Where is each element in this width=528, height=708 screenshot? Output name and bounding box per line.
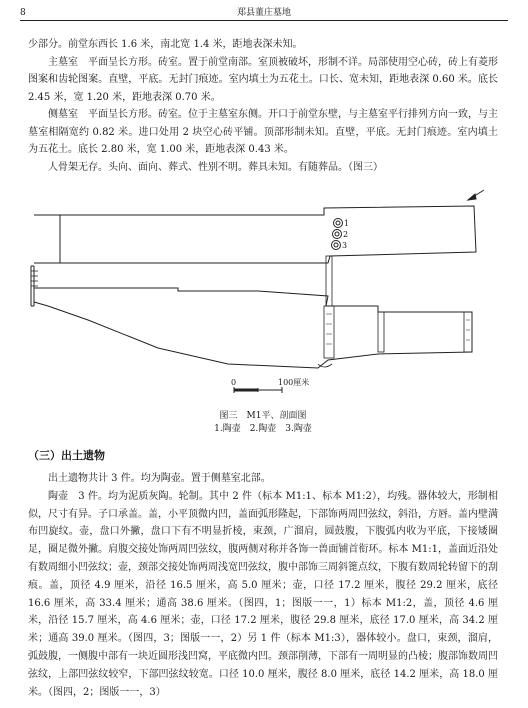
running-header	[20, 6, 508, 20]
paragraph: 出土遗物共计 3 件。均为陶壶。置于侧墓室北部。	[48, 473, 271, 484]
paragraph: 陶壶 3 件。均为泥质灰陶。轮制。其中 2 件（标本 M1:1、标本 M1:2），均残。器体较大，形制相似，尺寸有异。子口承盖。盖，小平顶微内凹，盖面弧形隆起，下部饰两周凹弦纹，斜沿，方唇。盖内壁满布凹旋纹。壶，盘口外撇，盘口下有不明显折棱，束颈，广溜肩，圆鼓腹，下腹弧内收为平底，下接矮圈足，圈足微外撇。肩腹交接处饰两周凹弦纹，腹两侧对称并各饰一兽面铺首衔环。标本 M1:1，盖面近沿处有数周细小凹弦纹；壶，颈部交接处饰两周浅宽凹弦纹，腹中部饰三周斜篦点纹，下腹有数周轮转留下的刮痕。盖，顶径 4.9 厘米，沿径 16.5 厘米，高 5.0 厘米；壶，口径 17.2 厘米，腹径 29.2 厘米，底径 16.6 厘米，高 33.4 厘米；通高 38.6 厘米。（图四，1；图版一一，1）标本 M1:2，盖，顶径 4.6 厘米，沿径 15.7 厘米，高 4.6 厘米；壶，口径 17.2 厘米，腹径 29.8 厘米，底径 17.0 厘米，高 34.2 厘米；通高 39.0 厘米。（图四，3；图版一一，2）另 1 件（标本 M1:3），器体较小。盘口，束颈，溜肩，弧鼓腹，一侧腹中部有一块近圆形浅凹窝，平底微内凹。颈部削薄，下部有一周明显的凸棱；腹部饰数周凹弦纹，上部凹弦纹较窄，下部凹弦纹较宽。口径 10.0 厘米，腹径 8.0 厘米，底径 14.2 厘米，高 18.0 厘米。（图四，2；图版一一，3）	[28, 490, 498, 698]
tomb-plan-figure	[28, 188, 498, 398]
header-rule	[20, 20, 508, 21]
paragraph: 少部分。前堂东西长 1.6 米，南北宽 1.4 米，距地表深未知。	[28, 39, 303, 50]
paragraph: 人骨架无存。头向、面向、葬式、性别不明。葬具未知。有随葬品。（图三）	[48, 161, 383, 173]
vessel-label-3: 3	[342, 241, 348, 250]
vessel-2	[333, 230, 342, 239]
section-heading: （三）出土遗物	[28, 449, 105, 462]
vessel-label-1: 1	[344, 219, 350, 228]
figure-caption-title: 图三 M1平、剖面图	[219, 411, 307, 421]
bottom-text-block	[28, 470, 498, 701]
figure-caption	[28, 410, 498, 436]
vessel-1	[334, 219, 343, 228]
paragraph: 主墓室 平面呈长方形。砖室。置于前堂南部。室顶被破坏，形制不详。局部使用空心砖，砖上有菱形图案和齿轮图案。直壁，平底。无封门痕迹。室内填土为五花土。口长、宽未知，距地表深 0.60 米。底长 2.45 米，宽 1.20 米，距地表深 0.70 米。	[28, 56, 498, 103]
plan-outline	[34, 206, 476, 263]
section-outline	[34, 288, 472, 368]
page-number: 8	[20, 8, 26, 18]
top-text-block	[28, 36, 498, 176]
scale-end-label: 100厘米	[278, 378, 310, 387]
figure-caption-items: 1.陶壶 2.陶壶 3.陶壶	[214, 424, 312, 434]
paragraph: 侧墓室 平面呈长方形。砖室。位于主墓室东侧。开口于前堂东壁，与主墓室平行排列方向一致，与主墓室相隔宽约 0.82 米。进口处用 2 块空心砖平铺。顶部形制未知。直壁，平底。无封门痕迹。室内填土为五花土。底长 2.80 米，宽 1.00 米，距地表深 0.43 米。	[28, 109, 498, 155]
north-arrow-icon	[468, 190, 484, 200]
vessel-label-2: 2	[343, 230, 349, 239]
scale-zero-label: 0	[231, 378, 237, 387]
scale-bar	[234, 387, 282, 393]
running-title: 郑县董庄墓地	[236, 8, 291, 18]
vessel-3	[332, 241, 341, 250]
plan-section-drawing	[28, 188, 498, 398]
